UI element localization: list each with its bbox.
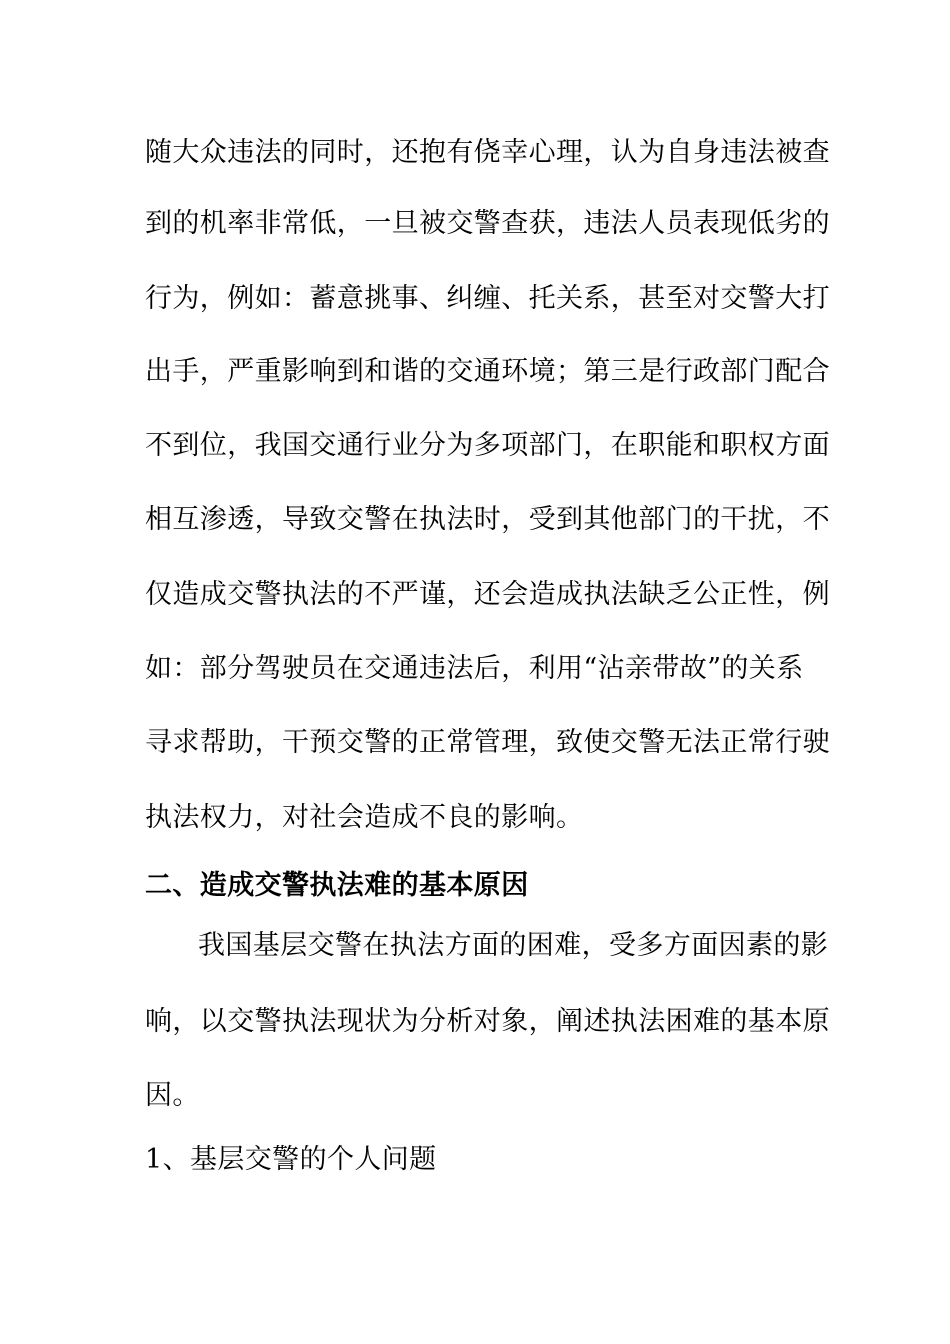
- section-heading: 二、造成交警执法难的基本原因: [145, 870, 529, 901]
- paragraph-text-line: 因。: [145, 1080, 200, 1111]
- body-text-line: 到的机率非常低，一旦被交警查获，违法人员表现低劣的: [145, 208, 830, 239]
- body-text-line: 执法权力，对社会造成不良的影响。: [145, 802, 584, 833]
- body-text-line: 出手，严重影响到和谐的交通环境；第三是行政部门配合: [145, 356, 830, 387]
- body-text-line: 如：部分驾驶员在交通违法后，利用“沾亲带故”的关系: [145, 653, 804, 684]
- body-text-line: 不到位，我国交通行业分为多项部门，在职能和职权方面: [145, 430, 830, 461]
- body-text-line: 随大众违法的同时，还抱有侥幸心理，认为自身违法被查: [145, 137, 830, 168]
- paragraph-text-line: 响，以交警执法现状为分析对象，阐述执法困难的基本原: [145, 1006, 830, 1037]
- paragraph-text-line: 我国基层交警在执法方面的困难，受多方面因素的影: [198, 930, 829, 961]
- body-text-line: 寻求帮助，干预交警的正常管理，致使交警无法正常行驶: [145, 727, 830, 758]
- body-text-line: 行为，例如：蓄意挑事、纠缠、托关系，甚至对交警大打: [145, 283, 830, 314]
- body-text-line: 相互渗透，导致交警在执法时，受到其他部门的干扰，不: [145, 504, 830, 535]
- body-text-line: 仅造成交警执法的不严谨，还会造成执法缺乏公正性，例: [145, 579, 830, 610]
- subheading: 1、基层交警的个人问题: [145, 1144, 437, 1175]
